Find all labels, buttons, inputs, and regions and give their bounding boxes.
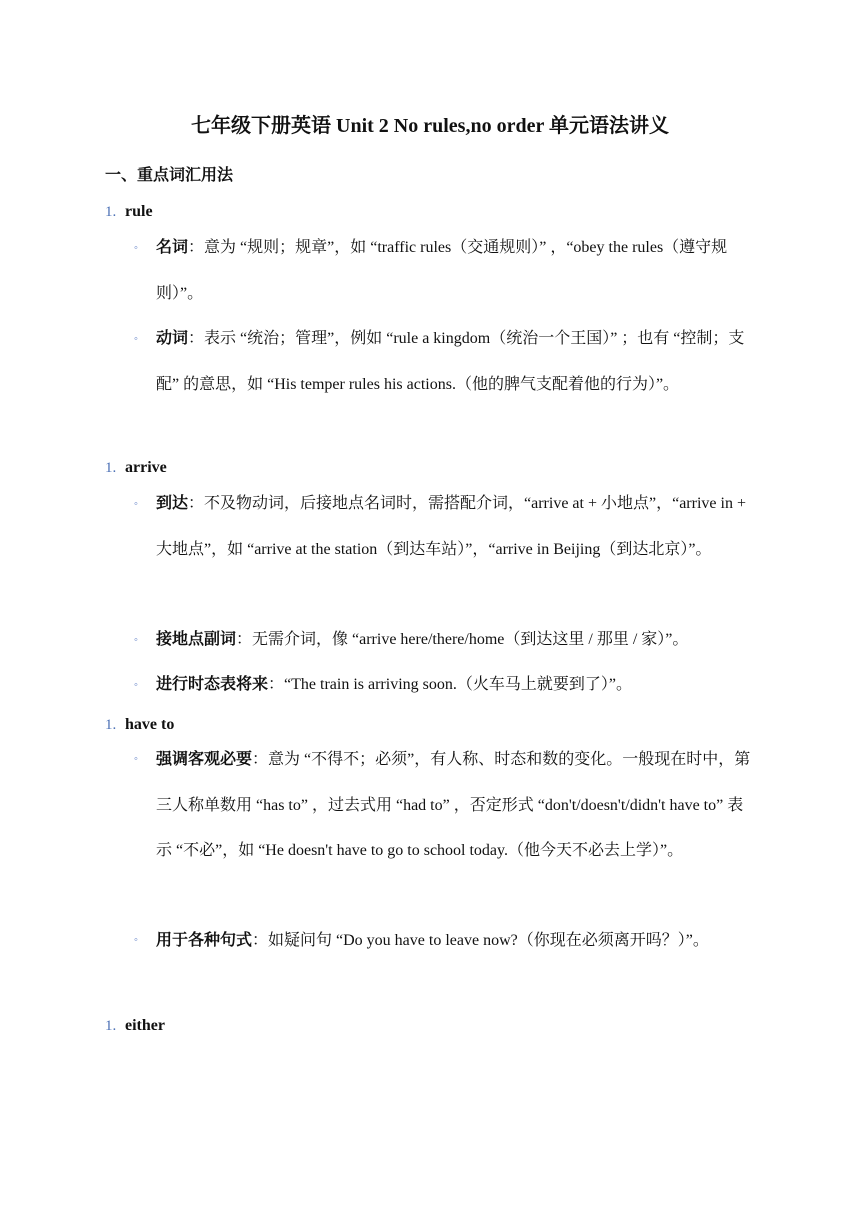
usage-point <box>156 617 756 663</box>
list-number: 1. <box>105 717 117 733</box>
usage-point <box>156 481 756 572</box>
vocab-word: either <box>125 1017 165 1034</box>
vocab-item-have-to <box>105 716 174 734</box>
usage-text: ：意为 “规则；规章”，如 “traffic rules（交通规则）” ，“obey the rules（遵守规则）”。 <box>156 239 728 302</box>
usage-point <box>156 316 756 407</box>
vocab-word: have to <box>125 716 175 733</box>
vocab-item-arrive <box>105 459 167 477</box>
usage-text: ：意为 “不得不；必须”，有人称、时态和数的变化。一般现在时中，第三人称单数用 “has to” ，过去式用 “had to” ，否定形式 “don't/doesn't/didn't have to” 表示 “不必”，如 “He doesn't have to go to school today.（他今天不必去上学）”。 <box>156 751 751 859</box>
bullet-icon: ◦ <box>134 679 138 691</box>
usage-text: ：表示 “统治；管理”，例如 “rule a kingdom（统治一个王国）” ；也有 “控制；支配” 的意思，如 “His temper rules his actions.（他的脾气支配着他的行为）”。 <box>156 330 745 393</box>
bullet-icon: ◦ <box>134 753 138 765</box>
usage-term: 用于各种句式 <box>156 932 253 949</box>
usage-term: 接地点副词 <box>156 631 237 648</box>
bullet-icon: ◦ <box>134 634 138 646</box>
usage-text: ：如疑问句 “Do you have to leave now?（你现在必须离开吗？）”。 <box>252 932 709 949</box>
usage-term: 强调客观必要 <box>156 751 253 768</box>
list-number: 1. <box>105 460 117 476</box>
section-heading: 一、重点词汇用法 <box>105 167 234 184</box>
usage-term: 动词 <box>156 330 189 347</box>
list-number: 1. <box>105 204 117 220</box>
bullet-icon: ◦ <box>134 242 138 254</box>
vocab-word: arrive <box>125 459 167 476</box>
usage-text: ：无需介词，像 “arrive here/there/home（到达这里 / 那里 / 家）”。 <box>236 631 689 648</box>
list-number: 1. <box>105 1018 117 1034</box>
usage-text: ：“The train is arriving soon.（火车马上就要到了）”。 <box>268 676 632 693</box>
bullet-icon: ◦ <box>134 333 138 345</box>
usage-point <box>156 225 756 316</box>
usage-term: 进行时态表将来 <box>156 676 269 693</box>
vocab-word: rule <box>125 203 153 220</box>
usage-point <box>156 662 756 708</box>
bullet-icon: ◦ <box>134 498 138 510</box>
usage-point <box>156 737 756 874</box>
usage-text: ：不及物动词，后接地点名词时，需搭配介词，“arrive at + 小地点”，“arrive in + 大地点”，如 “arrive at the station（到达车站）”，“arrive in Beijing（到达北京）”。 <box>156 495 746 558</box>
usage-term: 名词 <box>156 239 189 256</box>
bullet-icon: ◦ <box>134 934 138 946</box>
usage-term: 到达 <box>156 495 189 512</box>
page-title: 七年级下册英语 Unit 2 No rules,no order 单元语法讲义 <box>191 115 669 137</box>
usage-point <box>156 918 756 964</box>
vocab-item-either <box>105 1017 165 1035</box>
vocab-item-rule <box>105 203 153 221</box>
